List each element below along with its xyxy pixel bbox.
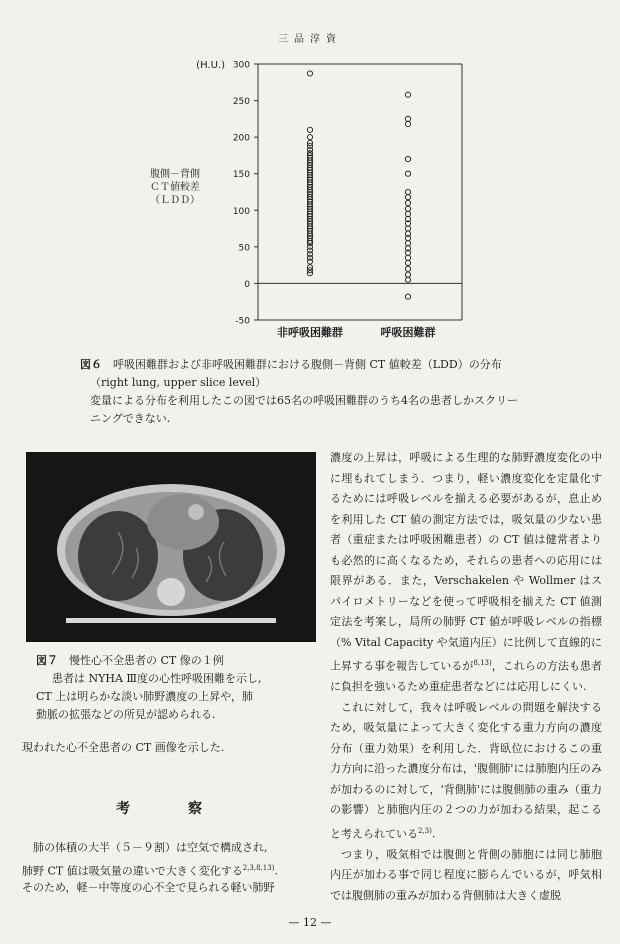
figure-description: CT 上は明らかな淡い肺野濃度の上昇や，肺 (36, 690, 254, 703)
reference-marker: 2,3) (418, 826, 432, 835)
data-point (405, 156, 410, 161)
y-axis-title-line: 腹側－背側 (150, 169, 200, 180)
figure-subtitle: （right lung, upper slice level） (90, 376, 267, 389)
y-axis-title (150, 168, 220, 207)
category-label: 呼吸困難群 (380, 326, 436, 339)
figure-title: 呼吸困難群および非呼吸困難群における腹側－背側 CT 値較差（LDD）の分布 (113, 358, 502, 371)
page-number: — 12 — (288, 916, 332, 929)
data-point (405, 277, 410, 282)
y-tick-label: 100 (232, 206, 250, 217)
figure-7-caption (36, 652, 316, 724)
figure-description: 変量による分布を利用したこの図では65名の呼吸困難群のうち4名の患者しかスクリー (90, 394, 518, 407)
y-tick-label: 0 (244, 279, 250, 290)
body-text-line: そのため，軽－中等度の心不全で見られる軽い肺野 (22, 881, 275, 894)
y-unit-label: (H.U.) (196, 60, 225, 71)
reference-marker: 8,13) (473, 659, 492, 667)
data-point (307, 259, 312, 264)
data-point (405, 206, 410, 211)
figure-title: 慢性心不全患者の CT 像の１例 (69, 654, 224, 667)
data-point (307, 127, 312, 132)
right-column (330, 448, 602, 906)
data-point (405, 116, 410, 121)
paragraph (330, 698, 602, 845)
data-point (405, 195, 410, 200)
body-text-line: 肺の体積の大半（５－９割）は空気で構成され, (33, 841, 268, 854)
running-header: 三品淳資 (278, 34, 342, 45)
data-point (405, 92, 410, 97)
y-tick-label: 250 (232, 97, 250, 108)
y-axis-title-line: ＣＴ値較差 (150, 182, 200, 193)
data-point (307, 135, 312, 140)
paragraph: つまり，吸気相では腹側と背側の肺胞には同じ肺胞内圧が加わる事で同じ程度に膨らんでいるが，呼気相では腹側肺の重みが加わる背側肺は大きく虚脱 (330, 847, 602, 902)
paragraph (330, 448, 602, 698)
data-point (405, 272, 410, 277)
data-point (405, 255, 410, 260)
y-tick-label: 300 (232, 60, 250, 71)
data-point (405, 294, 410, 299)
figure-label: 図６ (80, 358, 102, 371)
data-point (405, 241, 410, 246)
data-point (405, 171, 410, 176)
ldd-scatter-chart (190, 56, 480, 346)
reference-marker: 2,3,8,13) (242, 864, 275, 872)
paragraph-text: これに対して，我々は呼吸レベルの問題を解決するため，吸気量によって大きく変化する重力方向の濃度分布（重力効果）を利用した．背臥位におけるこの重力方向に沿った濃度分布は，'腹側肺'には肺胞内圧のみが加わるのに対して，'背側肺'には腹側肺の重み（重力の影響）と肺胞内圧の２つの力が加わる結果，起こると考えられている (330, 700, 602, 841)
data-point (405, 260, 410, 265)
y-tick-label: 200 (232, 133, 250, 144)
ct-scan-drawing (26, 452, 316, 642)
figure-6-caption (80, 356, 560, 428)
data-point (405, 211, 410, 216)
body-text: . (274, 864, 278, 878)
figure-description: ニングできない. (90, 412, 171, 425)
body-text: 肺野 CT 値は吸気量の違いで大きく変化する (22, 864, 243, 878)
category-label: 非呼吸困難群 (277, 326, 343, 339)
data-point (307, 71, 312, 76)
figure-description: 動脈の拡張などの所見が認められる. (36, 708, 216, 721)
figure-description: 患者は NYHA Ⅲ度の心性呼吸困難を示し, (52, 672, 262, 685)
body-text-line: 現われた心不全患者の CT 画像を示した. (22, 741, 225, 754)
y-tick-label: 150 (232, 170, 250, 181)
data-point (405, 200, 410, 205)
y-axis-title-line: （ＬＤＤ） (150, 195, 200, 206)
data-point (405, 121, 410, 126)
ct-scan-image (26, 452, 316, 642)
paragraph-text: 濃度の上昇は，呼吸による生理的な肺野濃度変化の中に埋もれてしまう．つまり，軽い濃度変化を定量化するためには呼吸レベルを揃える必要があるが，息止めを利用した CT 値の測定方法では，吸気量の少ない患者（重症または呼吸困難患者）の CT 値は健常者よりも必然的に高くなるため，それらの患者への応用には限界がある．また，Verschakelen や Wollmer はスパイロメトリーなどを使って呼吸相を揃えた CT 値測定法を考案し，局所の肺野 CT 値が呼吸レベルの指標（% Vital Capacity や気道内圧）に比例して直線的に上昇する事を報告しているが (330, 451, 602, 673)
figure-label: 図７ (36, 654, 58, 667)
data-point (405, 226, 410, 231)
y-tick-label: 50 (238, 243, 250, 254)
paragraph-text: . (431, 827, 436, 841)
data-point (405, 266, 410, 271)
section-heading: 考 察 (116, 801, 224, 817)
y-tick-label: -50 (235, 316, 250, 327)
data-point (405, 189, 410, 194)
paragraph-text: ，これらの方法も患者に負担を強いるため重症患者などには応用しにくい. (330, 659, 603, 694)
